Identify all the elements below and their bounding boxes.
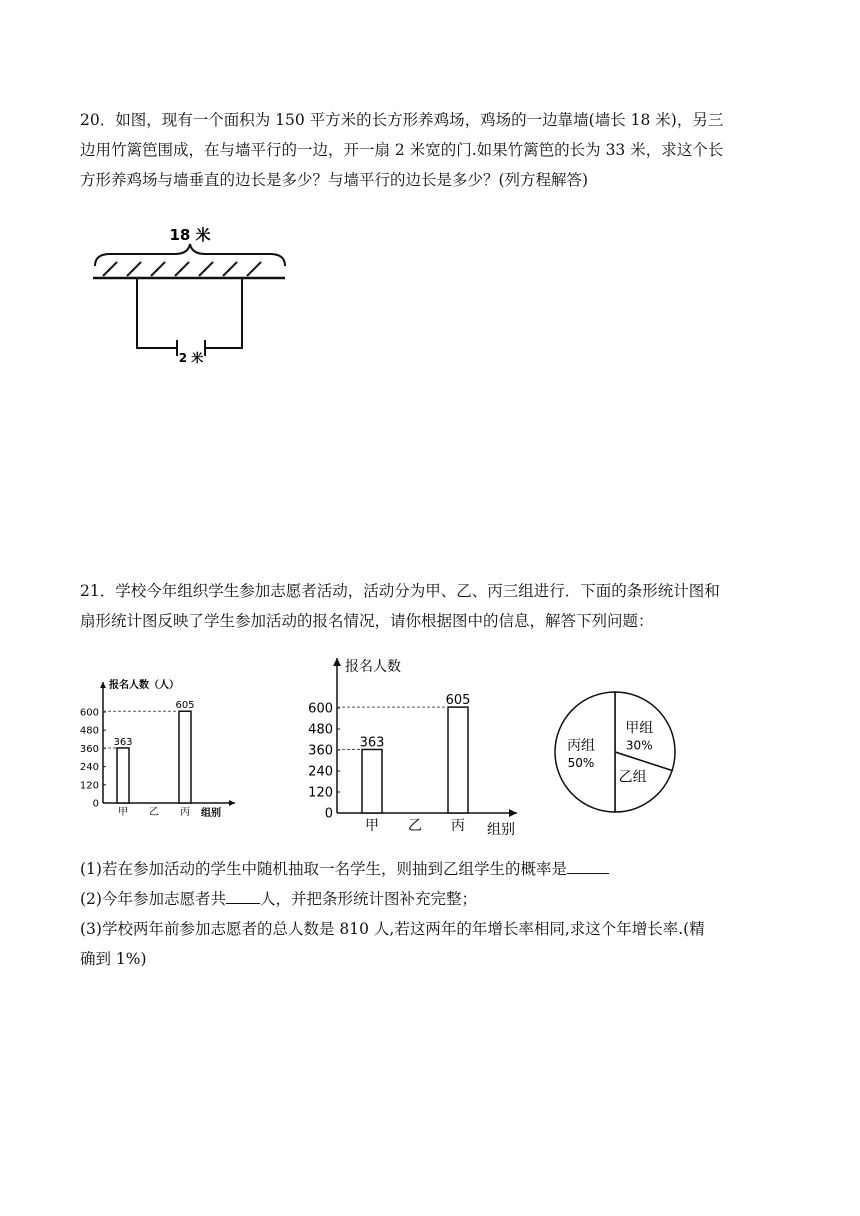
y-tick-label: 600 (308, 701, 333, 717)
q20-line-3: 方形养鸡场与墙垂直的边长是多少？与墙平行的边长是多少？(列方程解答) (80, 171, 589, 189)
q20-line-2: 边用竹篱笆围成，在与墙平行的一边，开一扇 2 米宽的门.如果竹篱笆的长为 33 米，求这个长 (80, 141, 724, 159)
data-label: 363 (359, 735, 385, 751)
fence-right (205, 278, 242, 348)
y-axis-label: 报名人数 (345, 659, 401, 675)
x-tick-label: 乙 (408, 818, 422, 834)
q21-subquestions (80, 854, 780, 974)
fence-left (137, 278, 177, 348)
y-tick-label: 480 (79, 725, 99, 737)
q20-line-1: 20．如图，现有一个面积为 150 平方米的长方形养鸡场，鸡场的一边靠墙(墙长 18 米)，另三 (80, 111, 724, 129)
y-tick-label: 360 (308, 743, 333, 759)
door-width-label: 2 米 (178, 351, 204, 365)
q21-sub-2: (2)今年参加志愿者共 人，并把条形统计图补充完整； (80, 884, 780, 914)
x-tick-label: 甲 (118, 807, 128, 818)
question-20 (80, 105, 780, 195)
bar (362, 749, 382, 813)
x-axis-label: 组别 (487, 822, 515, 838)
y-tick-label: 480 (308, 722, 333, 738)
q21-line-1: 21．学校今年组织学生参加志愿者活动，活动分为甲、乙、丙三组进行．下面的条形统计图和 (80, 582, 720, 600)
bar (117, 748, 129, 803)
data-label: 605 (175, 700, 195, 712)
chicken-farm-figure (85, 220, 295, 370)
y-axis-arrow (333, 658, 341, 666)
y-tick-label: 240 (79, 762, 99, 774)
y-tick-label: 360 (79, 743, 99, 755)
x-tick-label: 丙 (451, 818, 465, 834)
slice-label: 甲组 (625, 720, 654, 737)
question-21 (80, 576, 780, 636)
answer-blank-total[interactable] (226, 887, 260, 904)
y-axis-arrow (100, 682, 106, 688)
slice-value-label: 50% (567, 756, 595, 770)
data-label: 363 (113, 736, 133, 748)
bar-chart-small (75, 670, 245, 820)
wall-length-label: 18 米 (169, 226, 211, 244)
q21-sub-3b: 确到 1%) (80, 950, 147, 968)
y-tick-label: 120 (79, 780, 99, 792)
bar-chart-main (308, 650, 532, 840)
answer-blank-probability[interactable] (567, 857, 609, 874)
slice-value-label: 30% (625, 738, 653, 753)
y-tick-label: 240 (308, 764, 333, 780)
y-axis-label: 报名人数（人） (109, 680, 179, 691)
q21-sub-1: (1)若在参加活动的学生中随机抽取一名学生，则抽到乙组学生的概率是 (80, 854, 780, 884)
x-axis-label: 组别 (201, 808, 221, 819)
wall-brace (95, 244, 285, 266)
slice-label: 丙组 (567, 738, 595, 754)
y-tick-label: 0 (92, 798, 99, 810)
q21-line-2: 扇形统计图反映了学生参加活动的报名情况，请你根据图中的信息，解答下列问题： (80, 612, 654, 630)
x-tick-label: 甲 (365, 818, 379, 834)
x-axis-arrow (509, 809, 517, 817)
q21-sub-3a: (3)学校两年前参加志愿者的总人数是 810 人,若这两年的年增长率相同,求这个年增长率.(精 (80, 920, 705, 938)
x-axis-arrow (229, 800, 235, 806)
bar (448, 707, 468, 813)
slice-label: 乙组 (618, 769, 647, 786)
wall-hatching (103, 262, 261, 276)
y-tick-label: 600 (79, 707, 99, 719)
y-tick-label: 0 (324, 806, 333, 822)
x-tick-label: 丙 (180, 807, 190, 818)
y-tick-label: 120 (308, 785, 333, 801)
x-tick-label: 乙 (149, 807, 159, 818)
pie-chart (548, 685, 683, 820)
data-label: 605 (445, 693, 471, 709)
bar (179, 711, 191, 803)
